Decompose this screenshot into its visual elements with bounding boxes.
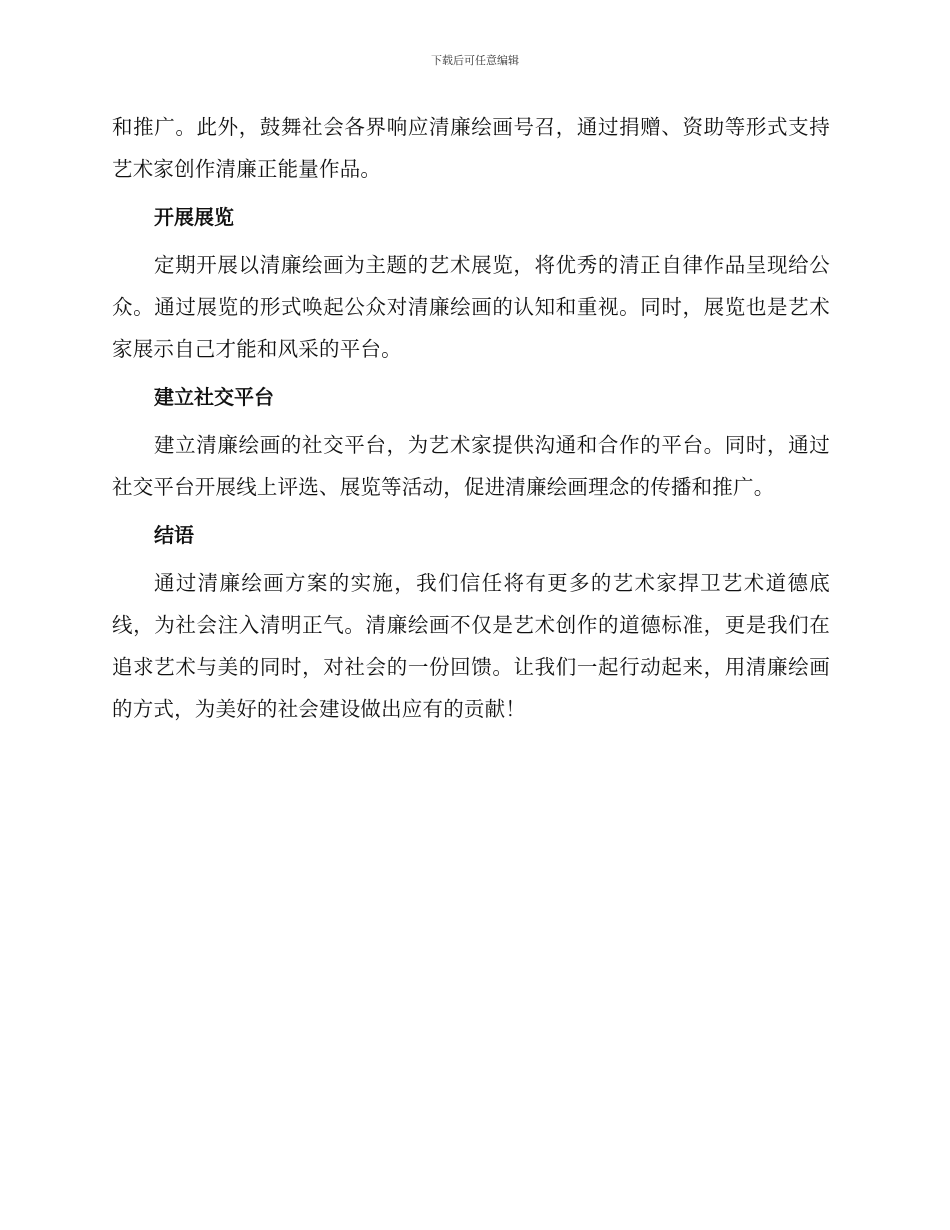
social-platform-heading: 建立社交平台 bbox=[154, 385, 274, 409]
exhibition-heading: 开展展览 bbox=[154, 205, 234, 229]
page-header: 下载后可任意编辑 bbox=[431, 54, 519, 67]
intro-paragraph: 和推广。此外，鼓舞社会各界响应清廉绘画号召，通过捐赠、资助等形式支持艺术家创作清廉正能量作品。 bbox=[112, 115, 830, 181]
conclusion-paragraph: 通过清廉绘画方案的实施，我们信任将有更多的艺术家捍卫艺术道德底线，为社会注入清明正气。清廉绘画不仅是艺术创作的道德标准，更是我们在追求艺术与美的同时，对社会的一份回馈。让我们一起行动起来，用清廉绘画的方式，为美好的社会建设做出应有的贡献！ bbox=[112, 571, 830, 721]
conclusion-heading: 结语 bbox=[154, 523, 194, 547]
document-body bbox=[112, 106, 830, 730]
exhibition-paragraph: 定期开展以清廉绘画为主题的艺术展览，将优秀的清正自律作品呈现给公众。通过展览的形式唤起公众对清廉绘画的认知和重视。同时，展览也是艺术家展示自己才能和风采的平台。 bbox=[112, 253, 830, 361]
social-platform-paragraph: 建立清廉绘画的社交平台，为艺术家提供沟通和合作的平台。同时，通过社交平台开展线上评选、展览等活动，促进清廉绘画理念的传播和推广。 bbox=[112, 433, 830, 499]
